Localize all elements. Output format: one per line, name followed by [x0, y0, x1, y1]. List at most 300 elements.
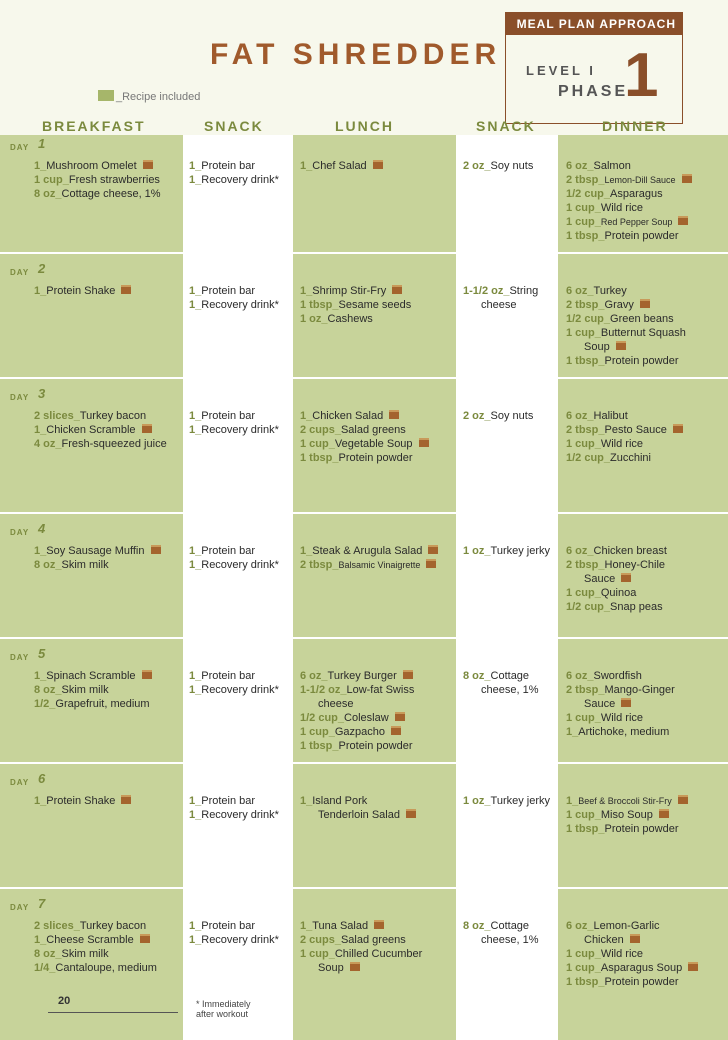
food-name: Cashews	[327, 313, 373, 325]
meal-item	[463, 919, 538, 933]
food-name: Protein powder	[338, 740, 413, 752]
breakfast-cell	[34, 794, 131, 808]
quantity: 1_	[189, 160, 202, 172]
snack2-cell	[463, 669, 538, 697]
meal-item	[34, 683, 152, 697]
day-divider	[0, 512, 728, 514]
recipe-icon	[678, 795, 688, 804]
snack2-cell	[463, 919, 538, 947]
food-name: Cottage	[490, 670, 530, 682]
quantity: 8 oz_	[34, 684, 62, 696]
meal-item	[463, 159, 533, 173]
food-name: Spinach Scramble	[46, 670, 136, 682]
meal-item	[34, 187, 161, 201]
day-divider	[0, 887, 728, 889]
meal-item	[566, 933, 698, 947]
day-number: 6	[38, 771, 46, 786]
quantity: 1/2_	[34, 698, 56, 710]
quantity: 8 oz_	[34, 559, 62, 571]
meal-item	[34, 933, 157, 947]
food-name: Pesto Sauce	[604, 424, 667, 436]
quantity: 1 cup_	[566, 327, 601, 339]
recipe-icon	[140, 934, 150, 943]
quantity: 1_	[34, 424, 47, 436]
quantity: 1 cup_	[300, 438, 335, 450]
day-label: DAY	[10, 393, 30, 402]
day-divider	[0, 377, 728, 379]
food-name: Chicken Scramble	[46, 424, 136, 436]
meal-item	[566, 451, 683, 465]
quantity: 1_	[566, 726, 579, 738]
food-name: Salmon	[593, 160, 631, 172]
meal-item	[566, 326, 686, 340]
quantity: 1 cup_	[566, 712, 601, 724]
meal-item	[300, 961, 422, 975]
dinner-cell	[566, 409, 683, 465]
food-name: Salad greens	[340, 424, 406, 436]
dinner-cell	[566, 919, 698, 989]
dinner-cell	[566, 544, 667, 614]
quantity: 1/2 cup_	[300, 712, 345, 724]
meal-item	[300, 808, 416, 822]
quantity: 6 oz_	[566, 160, 594, 172]
food-name: Protein bar	[201, 920, 256, 932]
meal-item	[189, 159, 279, 173]
quantity: 1 oz_	[463, 795, 491, 807]
day-label: DAY	[10, 778, 30, 787]
quantity: 1_	[300, 920, 313, 932]
food-name: Mushroom Omelet	[46, 160, 137, 172]
food-name: Recovery drink*	[201, 934, 279, 946]
quantity: 1 cup_	[566, 216, 601, 228]
dinner-cell	[566, 159, 692, 243]
lunch-cell	[300, 284, 411, 326]
food-name: Salad greens	[340, 934, 406, 946]
snack2-cell	[463, 159, 533, 173]
quantity: 1 cup_	[566, 202, 601, 214]
meal-item	[300, 725, 414, 739]
breakfast-cell	[34, 159, 161, 201]
level-label: LEVEL I	[526, 63, 596, 78]
food-name: Protein bar	[201, 285, 256, 297]
meal-item	[566, 586, 667, 600]
meal-item	[300, 284, 411, 298]
day-number: 7	[38, 896, 46, 911]
day-label: DAY	[10, 143, 30, 152]
food-name: Island Pork	[312, 795, 368, 807]
food-name: Protein bar	[201, 160, 256, 172]
snack2-cell	[463, 409, 533, 423]
quantity: 1 tbsp_	[566, 355, 605, 367]
breakfast-cell	[34, 669, 152, 711]
snack1-cell	[189, 159, 279, 187]
meal-item	[566, 572, 667, 586]
meal-item	[566, 697, 675, 711]
food-name: Gazpacho	[334, 726, 386, 738]
meal-item	[300, 544, 438, 558]
quantity: 6 oz_	[566, 670, 594, 682]
food-name: Protein Shake	[46, 795, 116, 807]
snack1-cell	[189, 284, 279, 312]
meal-item	[566, 808, 688, 822]
meal-item	[566, 312, 686, 326]
food-name: Turkey jerky	[490, 545, 551, 557]
recipe-legend: _Recipe included	[98, 90, 200, 103]
meal-item	[566, 437, 683, 451]
meal-item	[300, 669, 414, 683]
food-name: Grapefruit, medium	[55, 698, 150, 710]
meal-item	[566, 354, 686, 368]
food-name: Cottage	[490, 920, 530, 932]
meal-item	[566, 725, 675, 739]
food-name: Turkey Burger	[327, 670, 397, 682]
meal-item	[463, 409, 533, 423]
meal-item	[566, 558, 667, 572]
meal-item	[34, 794, 131, 808]
meal-item	[189, 298, 279, 312]
meal-item	[34, 669, 152, 683]
day-divider	[0, 637, 728, 639]
food-name: Chicken Salad	[312, 410, 384, 422]
quantity: 1_	[566, 795, 579, 807]
meal-item	[34, 173, 161, 187]
food-name: Protein bar	[201, 670, 256, 682]
food-name: Snap peas	[610, 601, 663, 613]
snack1-cell	[189, 544, 279, 572]
column-header-lunch: LUNCH	[335, 118, 394, 134]
food-name: Green beans	[610, 313, 674, 325]
food-name: Swordfish	[593, 670, 642, 682]
recipe-icon	[426, 559, 436, 568]
food-name: Cottage cheese, 1%	[61, 188, 161, 200]
quantity: 2 slices_	[34, 410, 80, 422]
food-name: Asparagus Soup	[600, 962, 683, 974]
food-name: Protein bar	[201, 795, 256, 807]
snack-column-bg	[183, 135, 293, 1040]
day-number: 2	[38, 261, 46, 276]
meal-item	[300, 298, 411, 312]
food-name: Soup	[318, 962, 344, 974]
quantity: 1_	[189, 809, 202, 821]
meal-item	[300, 697, 414, 711]
quantity: 1_	[300, 410, 313, 422]
meal-item	[34, 919, 157, 933]
food-name: Soy nuts	[490, 160, 534, 172]
meal-item	[463, 794, 550, 808]
breakfast-cell	[34, 284, 131, 298]
recipe-icon	[374, 920, 384, 929]
food-name: Recovery drink*	[201, 684, 279, 696]
recipe-icon	[678, 216, 688, 225]
food-name: Vegetable Soup	[334, 438, 413, 450]
dinner-cell	[566, 669, 675, 739]
meal-item	[463, 298, 538, 312]
recipe-icon	[659, 809, 669, 818]
food-name: Tuna Salad	[312, 920, 369, 932]
quantity: 1_	[300, 795, 313, 807]
quantity: 1-1/2 oz_	[463, 285, 510, 297]
quantity: 1/2 cup_	[566, 452, 611, 464]
recipe-icon	[373, 160, 383, 169]
meal-item	[566, 919, 698, 933]
meal-item	[566, 794, 688, 808]
lunch-cell	[300, 669, 414, 753]
food-name: Fresh strawberries	[68, 174, 160, 186]
meal-item	[566, 284, 686, 298]
food-name: Soy Sausage Muffin	[46, 545, 145, 557]
column-header-snack-2: SNACK	[476, 118, 536, 134]
meal-item	[566, 201, 692, 215]
lunch-cell	[300, 544, 438, 572]
recipe-icon	[350, 962, 360, 971]
lunch-column-bg	[293, 135, 456, 1040]
food-name: Turkey	[593, 285, 627, 297]
quantity: 1 cup_	[566, 809, 601, 821]
food-name: Coleslaw	[344, 712, 389, 724]
quantity: 1_	[189, 545, 202, 557]
food-name: Shrimp Stir-Fry	[312, 285, 387, 297]
meal-item	[300, 947, 422, 961]
quantity: 6 oz_	[566, 920, 594, 932]
food-name: Recovery drink*	[201, 559, 279, 571]
quantity: 1/4_	[34, 962, 56, 974]
meal-item	[34, 544, 161, 558]
recipe-icon	[403, 670, 413, 679]
breakfast-cell	[34, 544, 161, 572]
quantity: 1_	[189, 410, 202, 422]
food-name: Halibut	[593, 410, 628, 422]
approach-label: MEAL PLAN APPROACH	[506, 13, 682, 35]
meal-item	[34, 409, 167, 423]
quantity: 1_	[189, 684, 202, 696]
day-number: 1	[38, 136, 46, 151]
meal-item	[300, 933, 422, 947]
quantity: 1_	[189, 285, 202, 297]
food-name: Turkey jerky	[490, 795, 551, 807]
day-number: 4	[38, 521, 46, 536]
quantity: 1 oz_	[463, 545, 491, 557]
meal-item	[300, 794, 416, 808]
snack1-cell	[189, 794, 279, 822]
snack1-cell	[189, 919, 279, 947]
food-name: Butternut Squash	[600, 327, 686, 339]
food-name: Steak & Arugula Salad	[312, 545, 423, 557]
quantity: 1_	[34, 160, 47, 172]
recipe-icon	[630, 934, 640, 943]
meal-item	[300, 739, 414, 753]
meal-item	[189, 409, 279, 423]
day-label: DAY	[10, 528, 30, 537]
food-name: Lemon-Garlic	[593, 920, 660, 932]
quantity: 2 slices_	[34, 920, 80, 932]
food-name: Zucchini	[610, 452, 651, 464]
quantity: 1_	[34, 934, 47, 946]
quantity: 1_	[189, 670, 202, 682]
meal-item	[300, 423, 429, 437]
meal-item	[463, 933, 538, 947]
dinner-cell	[566, 794, 688, 836]
snack2-cell	[463, 284, 538, 312]
meal-item	[34, 423, 167, 437]
quantity: 1 cup_	[300, 948, 335, 960]
meal-item	[34, 558, 161, 572]
quantity: 6 oz_	[566, 285, 594, 297]
quantity: 1 cup_	[300, 726, 335, 738]
meal-item	[566, 173, 692, 187]
snack2-column-bg	[456, 135, 558, 1040]
recipe-icon	[682, 174, 692, 183]
meal-item	[34, 437, 167, 451]
recipe-icon	[621, 698, 631, 707]
recipe-icon	[419, 438, 429, 447]
meal-item	[34, 159, 161, 173]
snack2-cell	[463, 794, 550, 808]
food-name: Wild rice	[600, 202, 644, 214]
quantity: 8 oz_	[463, 920, 491, 932]
food-name: Recovery drink*	[201, 424, 279, 436]
meal-item	[566, 159, 692, 173]
food-name: Fresh-squeezed juice	[61, 438, 167, 450]
food-name: Miso Soup	[600, 809, 653, 821]
quantity: 2 cups_	[300, 934, 341, 946]
meal-item	[300, 919, 422, 933]
quantity: 2 tbsp_	[566, 299, 605, 311]
meal-item	[189, 919, 279, 933]
food-name: Recovery drink*	[201, 299, 279, 311]
quantity: 1_	[189, 920, 202, 932]
food-name: Honey-Chile	[604, 559, 666, 571]
meal-item	[189, 933, 279, 947]
food-name: Lemon-Dill Sauce	[604, 175, 676, 185]
meal-item	[566, 340, 686, 354]
food-name: Sauce	[584, 698, 616, 710]
quantity: 1 cup_	[566, 438, 601, 450]
lunch-cell	[300, 919, 422, 975]
quantity: 8 oz_	[463, 670, 491, 682]
meal-item	[566, 187, 692, 201]
recipe-icon	[98, 90, 114, 101]
recipe-icon	[616, 341, 626, 350]
food-name: Quinoa	[600, 587, 637, 599]
recipe-icon	[395, 712, 405, 721]
food-name: Sauce	[584, 573, 616, 585]
food-name: cheese	[318, 698, 354, 710]
recipe-icon	[406, 809, 416, 818]
meal-item	[189, 423, 279, 437]
snack1-cell	[189, 409, 279, 437]
food-name: Chicken	[584, 934, 624, 946]
food-name: Protein powder	[604, 230, 679, 242]
quantity: 1/2 cup_	[566, 313, 611, 325]
food-name: Protein bar	[201, 545, 256, 557]
meal-item	[34, 947, 157, 961]
phase-label: PHASE	[558, 83, 629, 100]
meal-item	[566, 544, 667, 558]
recipe-icon	[143, 160, 153, 169]
quantity: 1 cup_	[566, 948, 601, 960]
quantity: 2 tbsp_	[566, 684, 605, 696]
quantity: 1_	[34, 670, 47, 682]
quantity: 1 tbsp_	[566, 976, 605, 988]
page-number-rule	[48, 1012, 178, 1013]
breakfast-cell	[34, 919, 157, 975]
quantity: 1_	[34, 795, 47, 807]
meal-item	[300, 711, 414, 725]
quantity: 1_	[189, 299, 202, 311]
food-name: Wild rice	[600, 438, 644, 450]
dinner-cell	[566, 284, 686, 368]
recipe-icon	[151, 545, 161, 554]
food-name: Turkey bacon	[79, 410, 147, 422]
column-header-dinner: DINNER	[602, 118, 668, 134]
meal-item	[300, 558, 438, 572]
food-name: String	[509, 285, 539, 297]
food-name: Soup	[584, 341, 610, 353]
meal-item	[566, 711, 675, 725]
meal-item	[566, 961, 698, 975]
food-name: Red Pepper Soup	[600, 217, 673, 227]
recipe-icon	[640, 299, 650, 308]
recipe-icon	[621, 573, 631, 582]
meal-item	[189, 683, 279, 697]
breakfast-cell	[34, 409, 167, 451]
meal-item	[300, 683, 414, 697]
food-name: Asparagus	[610, 188, 663, 200]
quantity: 4 oz_	[34, 438, 62, 450]
quantity: 1_	[189, 559, 202, 571]
recipe-icon	[142, 670, 152, 679]
meal-item	[566, 669, 675, 683]
day-divider	[0, 762, 728, 764]
meal-item	[300, 437, 429, 451]
quantity: 1/2 cup_	[566, 188, 611, 200]
food-name: Artichoke, medium	[578, 726, 670, 738]
recipe-icon	[428, 545, 438, 554]
meal-item	[189, 558, 279, 572]
meal-item	[189, 284, 279, 298]
meal-item	[566, 683, 675, 697]
meal-item	[300, 409, 429, 423]
food-name: Protein powder	[604, 976, 679, 988]
meal-item	[189, 794, 279, 808]
food-name: Protein Shake	[46, 285, 116, 297]
food-name: Chilled Cucumber	[334, 948, 423, 960]
food-name: Protein powder	[604, 355, 679, 367]
meal-item	[300, 312, 411, 326]
recipe-icon	[121, 285, 131, 294]
meal-item	[566, 229, 692, 243]
quantity: 1 tbsp_	[300, 740, 339, 752]
quantity: 1_	[189, 934, 202, 946]
food-name: Skim milk	[61, 684, 109, 696]
meal-item	[300, 159, 383, 173]
meal-item	[566, 975, 698, 989]
quantity: 1_	[300, 285, 313, 297]
quantity: 1/2 cup_	[566, 601, 611, 613]
meal-item	[566, 423, 683, 437]
meal-item	[566, 409, 683, 423]
meal-item	[34, 697, 152, 711]
snack2-cell	[463, 544, 550, 558]
meal-item	[463, 544, 550, 558]
food-name: Wild rice	[600, 712, 644, 724]
quantity: 1 tbsp_	[300, 452, 339, 464]
quantity: 2 tbsp_	[566, 174, 605, 186]
meal-item	[566, 822, 688, 836]
quantity: 8 oz_	[34, 188, 62, 200]
meal-item	[34, 284, 131, 298]
quantity: 1 oz_	[300, 313, 328, 325]
